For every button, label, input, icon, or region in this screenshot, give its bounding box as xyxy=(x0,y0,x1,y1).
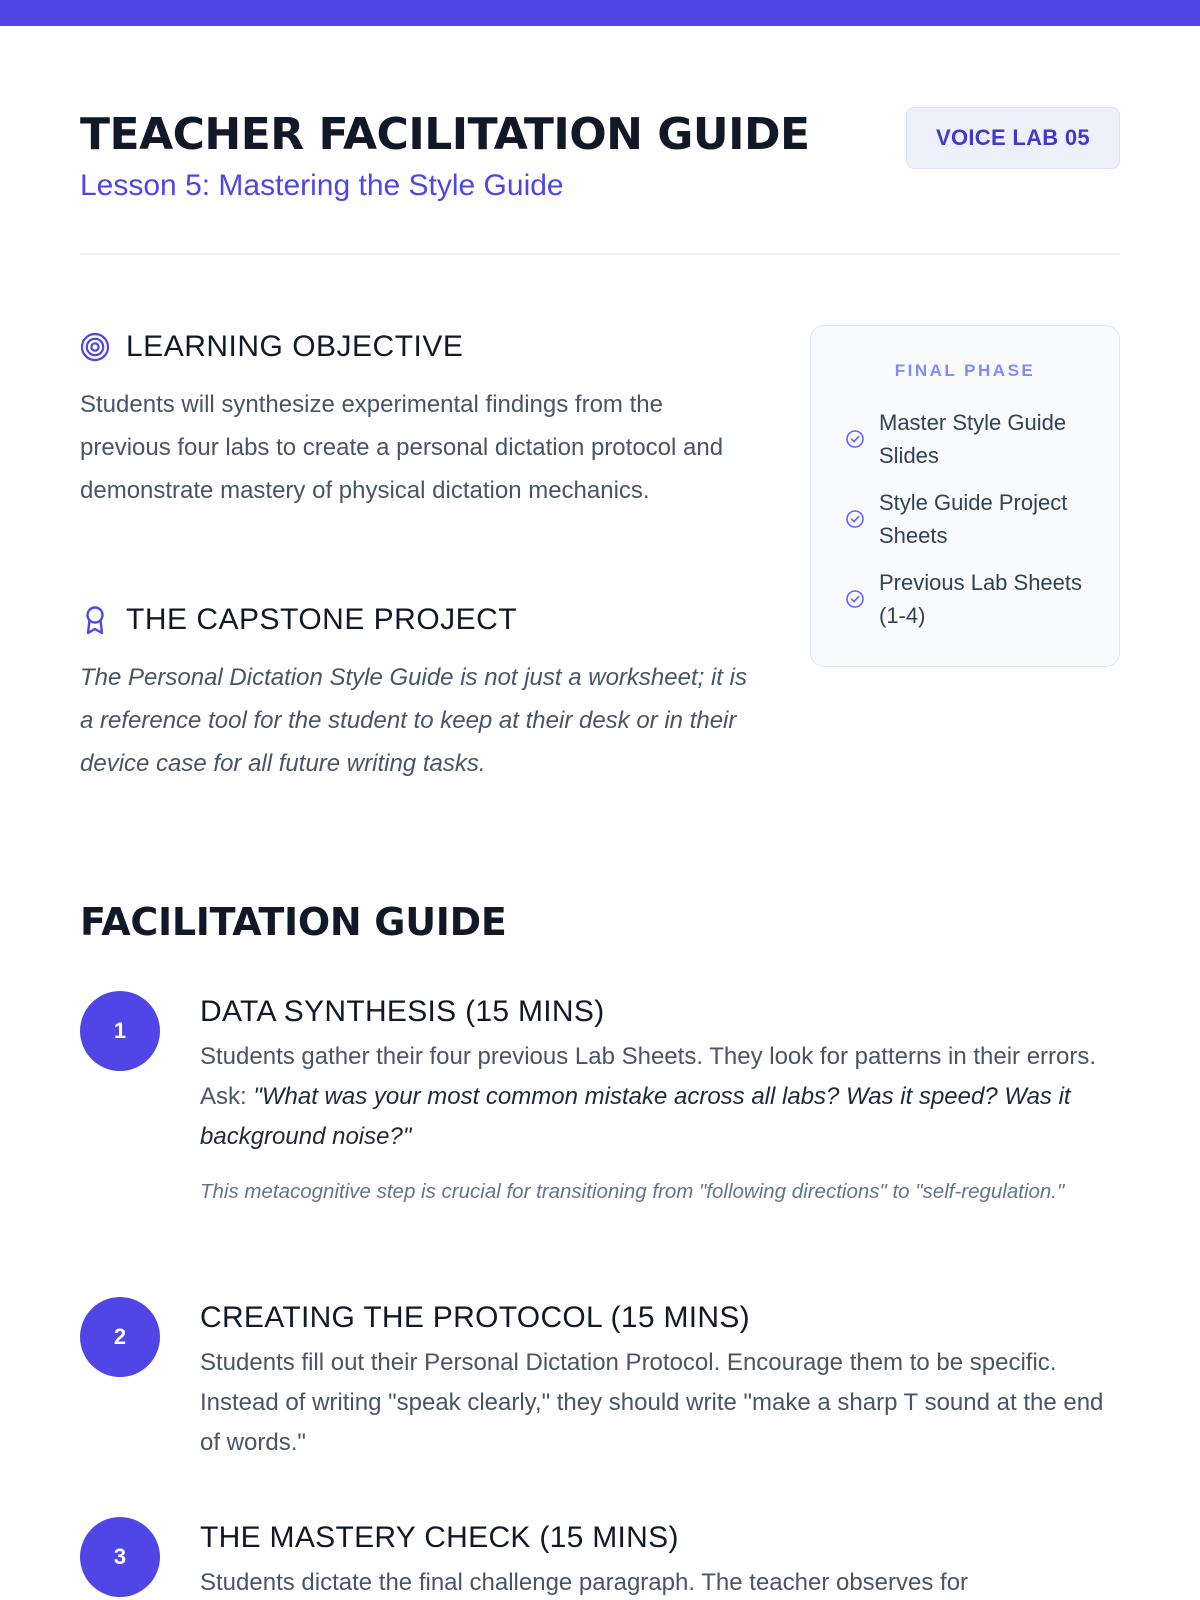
step-number-badge: 2 xyxy=(80,1297,160,1377)
step-number-badge: 3 xyxy=(80,1517,160,1597)
step-title: CREATING THE PROTOCOL (15 MINS) xyxy=(200,1301,750,1334)
step-body-text: Students gather their four previous Lab Sheets. They look for patterns in their errors. Ask: xyxy=(200,1043,1097,1110)
check-circle-icon xyxy=(845,429,865,449)
capstone-text: The Personal Dictation Style Guide is not just a worksheet; it is a reference tool for the student to keep at their desk or in their device case for all future writing tasks. xyxy=(80,664,747,777)
page-title: TEACHER FACILITATION GUIDE xyxy=(80,109,810,160)
materials-item xyxy=(845,566,1095,632)
materials-item-label: Previous Lab Sheets (1-4) xyxy=(879,570,1083,628)
final-phase-panel xyxy=(810,325,1120,667)
materials-item-label: Style Guide Project Sheets xyxy=(879,490,1068,548)
step-number-badge: 1 xyxy=(80,991,160,1071)
check-circle-icon xyxy=(845,589,865,609)
capstone-title: THE CAPSTONE PROJECT xyxy=(126,603,518,636)
page-header xyxy=(80,105,1120,202)
target-icon xyxy=(80,332,110,362)
materials-item xyxy=(845,406,1095,472)
step-title: THE MASTERY CHECK (15 MINS) xyxy=(200,1521,679,1554)
check-circle-icon xyxy=(845,509,865,529)
lesson-subtitle: Lesson 5: Mastering the Style Guide xyxy=(80,169,564,202)
step-body: Students dictate the final challenge paragraph. The teacher observes for xyxy=(200,1569,969,1596)
step-title: DATA SYNTHESIS (15 MINS) xyxy=(200,995,605,1028)
objective-text: Students will synthesize experimental findings from the previous four labs to create a personal dictation protocol and demonstrate mastery of physical dictation mechanics. xyxy=(80,391,724,504)
step-body: Students fill out their Personal Dictation Protocol. Encourage them to be specific. Instead of writing "speak clearly," they should write "make a sharp T sound at the end of words." xyxy=(200,1349,1104,1456)
step-quote: "What was your most common mistake across all labs? Was it speed? Was it background noise?" xyxy=(200,1083,1071,1150)
panel-label: FINAL PHASE xyxy=(894,361,1036,380)
facilitation-guide-title: FACILITATION GUIDE xyxy=(80,900,507,944)
top-accent-bar xyxy=(0,0,1200,26)
objective-title: LEARNING OBJECTIVE xyxy=(126,330,464,363)
step-body xyxy=(200,1037,1120,1157)
objective-heading xyxy=(80,327,463,367)
materials-item xyxy=(845,486,1095,552)
step-note: This metacognitive step is crucial for transitioning from "following directions" to "self-regulation." xyxy=(200,1180,1065,1203)
award-icon xyxy=(80,605,110,635)
lab-badge: VOICE LAB 05 xyxy=(906,107,1120,169)
capstone-heading xyxy=(80,600,517,640)
materials-item-label: Master Style Guide Slides xyxy=(879,410,1067,468)
header-divider xyxy=(80,253,1120,255)
